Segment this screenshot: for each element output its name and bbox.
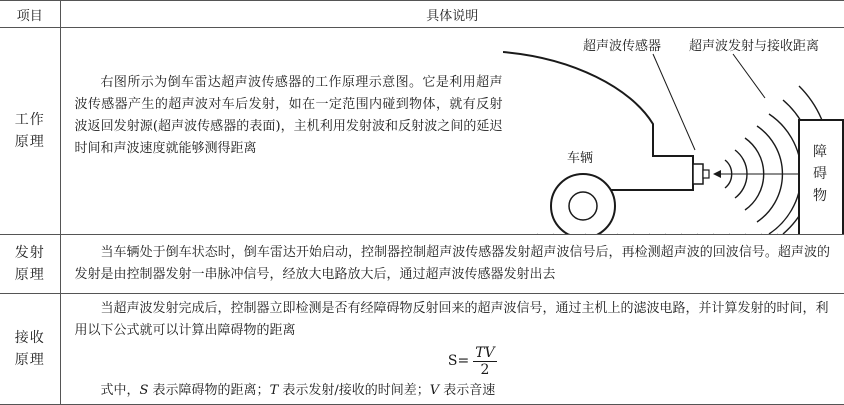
item-label-line2: 原理 xyxy=(0,264,60,286)
distance-formula xyxy=(115,342,831,380)
range-leader-line xyxy=(733,54,765,98)
item-label-line1: 发射 xyxy=(0,242,60,264)
note-var-s: S xyxy=(140,383,149,398)
vehicle-body xyxy=(503,52,693,190)
note-prefix: 式中， xyxy=(101,383,140,398)
label-range: 超声波发射与接收距离 xyxy=(689,38,819,54)
item-cell-working-principle xyxy=(0,28,60,235)
note-var-t: T xyxy=(270,383,279,398)
sensor-body xyxy=(693,164,703,184)
item-label-line1: 接收 xyxy=(0,327,60,349)
distance-arrow-left-head xyxy=(713,170,721,178)
formula-denominator: 2 xyxy=(480,362,489,378)
note-desc-t: 表示发射/接收的时间差； xyxy=(278,383,430,398)
label-obstacle-1: 障 xyxy=(813,144,827,160)
sensor-head xyxy=(703,170,709,178)
note-var-v: V xyxy=(430,383,439,398)
label-vehicle: 车辆 xyxy=(567,151,593,166)
item-cell-emission-principle xyxy=(0,235,60,294)
table-header-row xyxy=(0,1,844,28)
formula-note xyxy=(75,380,831,402)
description-cell-emission-principle xyxy=(60,235,844,294)
item-label-line2: 原理 xyxy=(0,131,60,153)
item-label-line1: 工作 xyxy=(0,109,60,131)
item-label-line2: 原理 xyxy=(0,349,60,371)
table-row xyxy=(0,235,844,294)
label-sensor: 超声波传感器 xyxy=(583,38,661,54)
emission-principle-paragraph: 当车辆处于倒车状态时，倒车雷达开始启动，控制器控制超声波传感器发射超声波信号后，再检测超声波的回波信号。超声波的发射是由控制器发射一串脉冲信号，经放大电路放大后，通过超声波传感器发射出去 xyxy=(75,242,831,286)
working-principle-text xyxy=(75,72,503,160)
sensor-leader-line xyxy=(653,54,695,150)
header-description: 具体说明 xyxy=(60,1,844,28)
description-cell-reception-principle xyxy=(60,294,844,405)
formula-numerator: TV xyxy=(473,345,496,362)
note-desc-s: 表示障碍物的距离； xyxy=(148,383,269,398)
wheel-hub xyxy=(569,192,597,220)
reception-principle-paragraph: 当超声波发射完成后，控制器立即检测是否有经障碍物反射回来的超声波信号，通过主机上的滤波电路，并计算发射的时间，利用以下公式就可以计算出障碍物的距离 xyxy=(75,298,831,342)
description-cell-working-principle xyxy=(60,28,844,235)
ultrasonic-radar-diagram xyxy=(503,28,844,234)
label-obstacle-3: 物 xyxy=(813,187,827,204)
header-item: 项目 xyxy=(0,1,60,28)
formula-lhs: S= xyxy=(448,350,469,372)
table-row xyxy=(0,294,844,405)
formula-fraction xyxy=(473,345,496,378)
label-obstacle-2: 碍 xyxy=(813,166,827,182)
note-desc-v: 表示音速 xyxy=(439,383,495,398)
working-principle-paragraph: 右图所示为倒车雷达超声波传感器的工作原理示意图。它是利用超声波传感器产生的超声波对车后发射，如在一定范围内碰到物体，就有反射波返回发射源(超声波传感器的表面)，主机利用发射波和反射波之间的延迟时间和声波速度就能够测得距离 xyxy=(75,72,503,160)
table-row xyxy=(0,28,844,235)
item-cell-reception-principle xyxy=(0,294,60,405)
